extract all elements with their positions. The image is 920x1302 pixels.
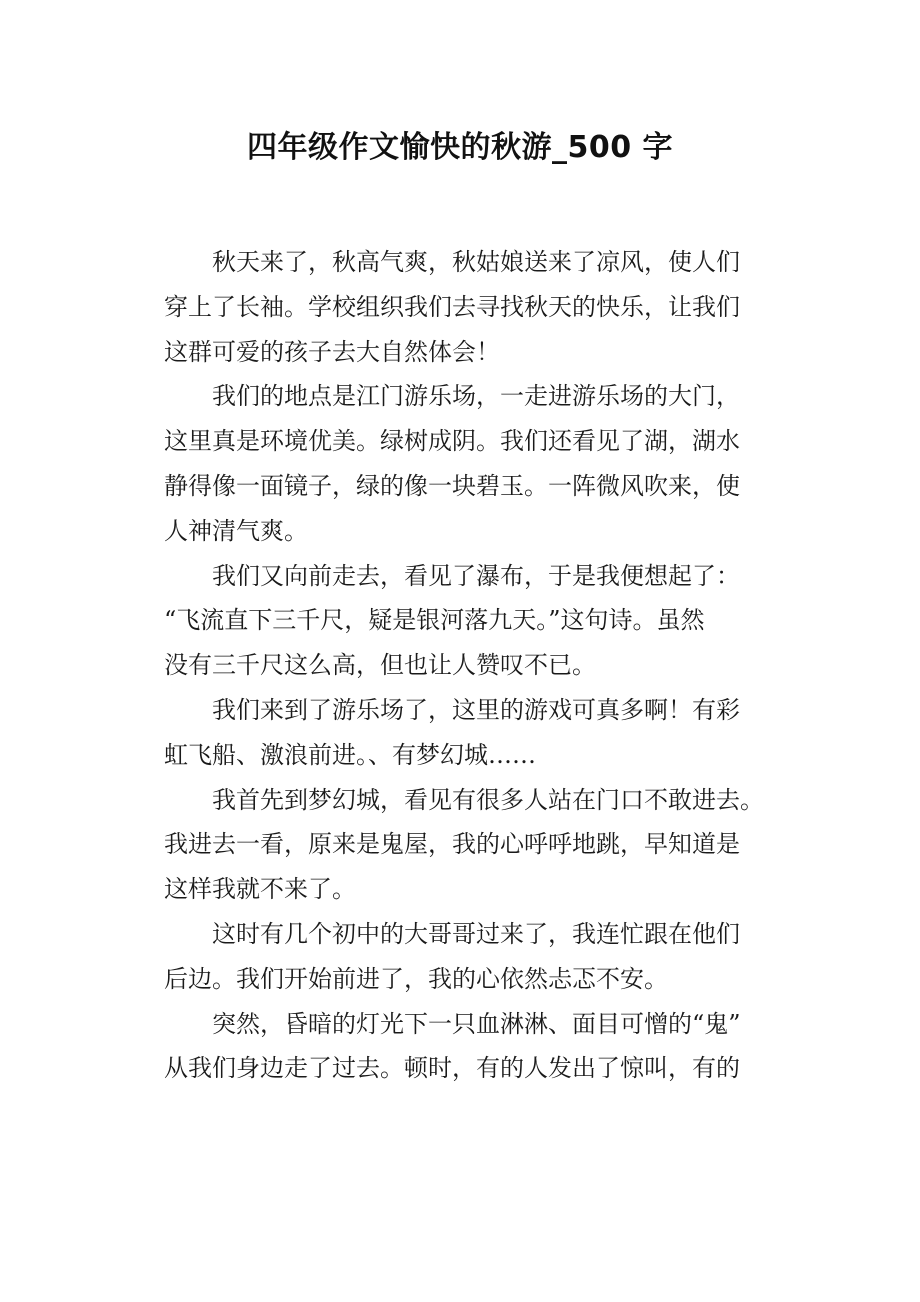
paragraph <box>164 240 764 374</box>
paragraph <box>164 374 764 553</box>
text-line: 我们来到了游乐场了，这里的游戏可真多啊！有彩 <box>212 695 740 724</box>
text-line: 我首先到梦幻城，看见有很多人站在门口不敢进去。 <box>212 785 764 814</box>
text-line: 后边。我们开始前进了，我的心依然忐忑不安。 <box>164 964 668 993</box>
text-line: 突然，昏暗的灯光下一只血淋淋、面目可憎的“鬼” <box>212 1009 741 1038</box>
text-line: 没有三千尺这么高，但也让人赞叹不已。 <box>164 651 596 680</box>
text-line: 我进去一看，原来是鬼屋，我的心呼呼地跳，早知道是 <box>164 830 740 859</box>
paragraph <box>164 912 764 1002</box>
text-line: 这样我就不来了。 <box>164 875 356 904</box>
text-line: “飞流直下三千尺，疑是银河落九天。”这句诗。虽然 <box>164 606 705 635</box>
text-line: 虹飞船、激浪前进。、有梦幻城…… <box>164 740 536 769</box>
text-line: 静得像一面镜子，绿的像一块碧玉。一阵微风吹来，使 <box>164 471 740 500</box>
paragraph <box>164 688 764 778</box>
text-line: 人神清气爽。 <box>164 516 308 545</box>
paragraph <box>164 778 764 912</box>
text-line: 这群可爱的孩子去大自然体会！ <box>164 337 500 366</box>
text-line: 这时有几个初中的大哥哥过来了，我连忙跟在他们 <box>212 919 740 948</box>
text-line: 我们又向前走去，看见了瀑布，于是我便想起了： <box>212 561 740 590</box>
document-body <box>164 240 764 1091</box>
document-title: 四年级作文愉快的秋游_500 字 <box>246 130 674 165</box>
text-line: 这里真是环境优美。绿树成阴。我们还看见了湖，湖水 <box>164 427 740 456</box>
text-line: 穿上了长袖。学校组织我们去寻找秋天的快乐，让我们 <box>164 292 740 321</box>
text-line: 秋天来了，秋高气爽，秋姑娘送来了凉风，使人们 <box>212 248 740 276</box>
text-line: 我们的地点是江门游乐场，一走进游乐场的大门， <box>212 382 740 411</box>
paragraph <box>164 1002 764 1092</box>
paragraph <box>164 554 764 688</box>
text-line: 从我们身边走了过去。顿时，有的人发出了惊叫，有的 <box>164 1054 740 1083</box>
